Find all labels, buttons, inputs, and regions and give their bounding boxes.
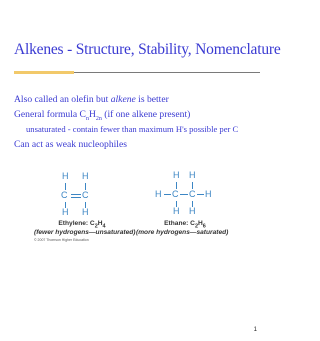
ethane-sub-h: 6 (202, 223, 206, 230)
ethylene-bond (65, 183, 66, 190)
bullet-olefin-prefix: Also called an olefin but (14, 94, 111, 105)
ethane-carbon-left: C (172, 189, 179, 199)
bullet-nucleophiles: Can act as weak nucleophiles (14, 139, 127, 150)
copyright-notice: © 2007 Thomson Higher Education (34, 238, 89, 242)
formula-suffix: (if one alkene present) (101, 109, 191, 120)
ethane-carbon-right: C (189, 189, 196, 199)
ethylene-sub-h: 4 (102, 223, 106, 230)
formula-text: General formula C (14, 109, 86, 120)
ethane-h-bottom-left: H (173, 206, 180, 216)
ethane-note-text: (more hydrogens—saturated) (136, 229, 229, 236)
ethane-h-top-left: H (173, 170, 180, 180)
bullet-olefin-suffix: is better (135, 94, 169, 105)
ethylene-note (34, 229, 136, 236)
formula-sub-n: n (85, 116, 89, 122)
ethylene-carbon-right: C (82, 190, 89, 200)
ethane-bond (197, 194, 204, 195)
ethane-h-left: H (155, 189, 162, 199)
page-number: 1 (253, 327, 257, 333)
ethane-h-bottom-right: H (189, 206, 196, 216)
ethylene-sub-c: 2 (94, 223, 98, 230)
ethane-h-right: H (205, 189, 212, 199)
structure-figure (34, 170, 228, 246)
ethylene-bond (85, 183, 86, 190)
bullet-olefin (14, 94, 169, 105)
ethylene-h-symbol: H (97, 220, 103, 227)
ethane-h-symbol: H (198, 220, 203, 227)
ethylene-name: Ethylene: C (58, 220, 95, 227)
bullet-general-formula (14, 109, 190, 120)
ethane-bond (176, 182, 177, 189)
ethylene-h-top-right: H (82, 171, 89, 181)
ethylene-double-bond (71, 197, 81, 198)
title-divider-accent (14, 71, 74, 74)
ethylene-h-bottom-left: H (62, 207, 69, 217)
ethane-bond (180, 194, 188, 195)
ethane-note (136, 229, 228, 236)
bullet-unsaturated: unsaturated - contain fewer than maximum H's possible per C (26, 124, 239, 134)
ethane-h-top-right: H (189, 170, 196, 180)
ethylene-caption (40, 220, 124, 229)
bullet-olefin-emphasis: alkene (110, 94, 136, 105)
ethane-bond (164, 194, 171, 195)
ethane-sub-c: 2 (194, 223, 198, 230)
ethylene-double-bond (71, 194, 81, 195)
ethane-bond (192, 182, 193, 189)
ethylene-h-bottom-right: H (82, 207, 89, 217)
ethylene-note-text: (fewer hydrogens—unsaturated) (34, 229, 136, 236)
formula-sub-2n: 2n (95, 116, 102, 122)
ethane-caption (142, 220, 228, 229)
formula-h: H (88, 109, 96, 120)
slide-title: Alkenes - Structure, Stability, Nomenclature (14, 41, 281, 58)
ethylene-h-top-left: H (62, 171, 69, 181)
ethylene-carbon-left: C (61, 190, 68, 200)
ethane-name: Ethane: C (164, 220, 195, 227)
